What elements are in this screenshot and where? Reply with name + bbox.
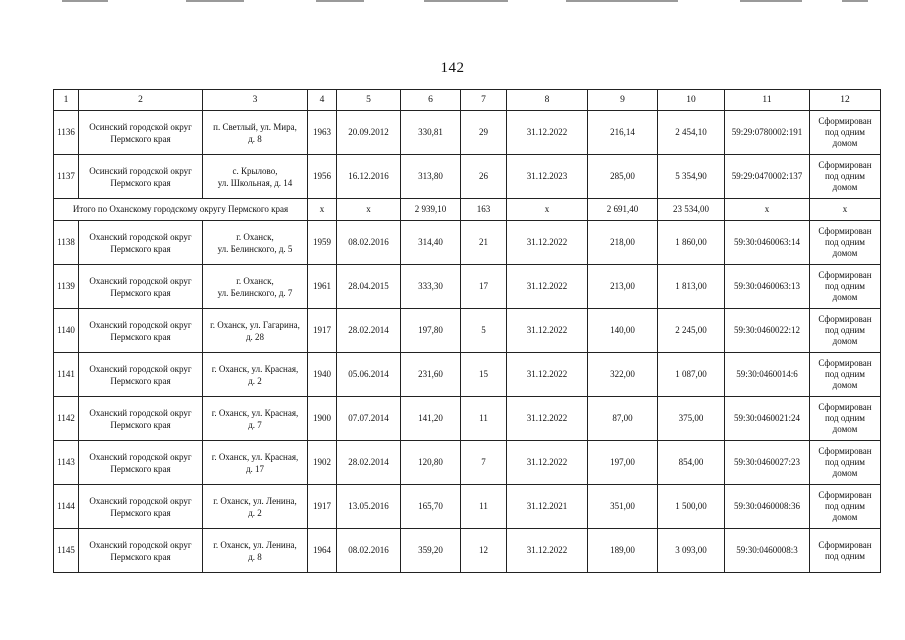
formation-cell-line: домом (832, 512, 858, 522)
value-cell: 1 500,00 (658, 485, 725, 529)
area-cell: 197,80 (401, 309, 461, 353)
formation-cell-line: Сформирован (818, 226, 872, 236)
total-c10-cell: 23 534,00 (658, 199, 725, 221)
value-cell: 197,00 (588, 441, 658, 485)
year-cell: 1917 (308, 485, 337, 529)
count-cell: 17 (461, 265, 507, 309)
housing-registry-table (53, 89, 881, 573)
municipality-cell-line: Оханский городской округ (89, 363, 192, 374)
formation-cell (810, 265, 881, 309)
table-row (54, 529, 881, 573)
area-cell: 231,60 (401, 353, 461, 397)
deadline-cell: 31.12.2022 (507, 111, 588, 155)
address-cell (203, 441, 308, 485)
address-cell-line: г. Оханск, ул. Ленина, (213, 495, 297, 506)
municipality-cell (79, 155, 203, 199)
formation-cell-line: Сформирован (818, 270, 872, 280)
municipality-cell-line: Пермского края (110, 507, 171, 518)
formation-cell (810, 353, 881, 397)
address-cell-line: д. 2 (248, 375, 262, 386)
date-cell: 28.04.2015 (337, 265, 401, 309)
cadastral-number-cell: 59:30:0460027:23 (725, 441, 810, 485)
count-cell: 5 (461, 309, 507, 353)
deadline-cell: 31.12.2022 (507, 397, 588, 441)
address-cell-line: ул. Белинского, д. 5 (217, 243, 293, 254)
table-row (54, 309, 881, 353)
column-header: 9 (588, 90, 658, 111)
formation-cell-line: Сформирован (818, 490, 872, 500)
formation-cell-line: под одним (824, 369, 866, 379)
total-label: Итого по Оханскому городскому округу Пермского края (54, 199, 308, 221)
table-row (54, 265, 881, 309)
formation-cell-line: домом (832, 424, 858, 434)
municipality-cell-line: Осинский городской округ (89, 121, 192, 132)
column-header: 1 (54, 90, 79, 111)
municipality-cell-line: Оханский городской округ (89, 539, 192, 550)
cadastral-number-cell: 59:29:0470002:137 (725, 155, 810, 199)
formation-cell-line: под одним (824, 550, 866, 561)
area-cell: 314,40 (401, 221, 461, 265)
municipality-cell-line: Оханский городской округ (89, 319, 192, 330)
formation-cell (810, 221, 881, 265)
formation-cell-line: домом (832, 292, 858, 302)
year-cell: 1902 (308, 441, 337, 485)
municipality-cell-line: Пермского края (110, 177, 171, 188)
date-cell: 28.02.2014 (337, 309, 401, 353)
row-number: 1138 (54, 221, 79, 265)
table-row (54, 111, 881, 155)
address-cell-line: г. Оханск, (236, 275, 274, 286)
column-header: 8 (507, 90, 588, 111)
address-cell (203, 397, 308, 441)
header-row (54, 90, 881, 111)
formation-cell-line: домом (832, 468, 858, 478)
page-number: 142 (440, 60, 465, 76)
column-header: 12 (810, 90, 881, 111)
value-cell: 1 860,00 (658, 221, 725, 265)
municipality-cell (79, 397, 203, 441)
address-cell (203, 265, 308, 309)
address-cell-line: д. 7 (248, 419, 262, 430)
municipality-cell-line: Пермского края (110, 133, 171, 144)
value-cell: 322,00 (588, 353, 658, 397)
municipality-cell-line: Пермского края (110, 243, 171, 254)
total-c9-cell: 2 691,40 (588, 199, 658, 221)
formation-cell-line: домом (832, 380, 858, 390)
address-cell (203, 485, 308, 529)
address-cell-line: г. Оханск, ул. Гагарина, (210, 319, 300, 330)
formation-cell-line: под одним (824, 457, 866, 467)
formation-cell-line: под одним (824, 413, 866, 423)
value-cell: 2 454,10 (658, 111, 725, 155)
deadline-cell: 31.12.2022 (507, 309, 588, 353)
municipality-cell-line: Пермского края (110, 331, 171, 342)
cadastral-number-cell: 59:29:0780002:191 (725, 111, 810, 155)
municipality-cell (79, 221, 203, 265)
deadline-cell: 31.12.2022 (507, 441, 588, 485)
table-row (54, 353, 881, 397)
date-cell: 20.09.2012 (337, 111, 401, 155)
value-cell: 140,00 (588, 309, 658, 353)
year-cell: 1959 (308, 221, 337, 265)
formation-cell-line: Сформирован (818, 402, 872, 412)
total-area-cell: 2 939,10 (401, 199, 461, 221)
area-cell: 333,30 (401, 265, 461, 309)
scan-top-edge (0, 0, 905, 3)
municipality-cell-line: Оханский городской округ (89, 451, 192, 462)
area-cell: 330,81 (401, 111, 461, 155)
column-header: 6 (401, 90, 461, 111)
value-cell: 216,14 (588, 111, 658, 155)
year-cell: 1964 (308, 529, 337, 573)
year-cell: 1900 (308, 397, 337, 441)
count-cell: 11 (461, 397, 507, 441)
cadastral-number-cell: 59:30:0460014:6 (725, 353, 810, 397)
formation-cell (810, 485, 881, 529)
address-cell-line: д. 8 (248, 133, 262, 144)
address-cell-line: д. 8 (248, 551, 262, 562)
total-count-cell: 163 (461, 199, 507, 221)
cadastral-number-cell: 59:30:0460008:36 (725, 485, 810, 529)
count-cell: 15 (461, 353, 507, 397)
address-cell-line: г. Оханск, ул. Красная, (211, 407, 299, 418)
cadastral-number-cell: 59:30:0460063:14 (725, 221, 810, 265)
total-cadastral-cell: x (725, 199, 810, 221)
row-number: 1142 (54, 397, 79, 441)
row-number: 1141 (54, 353, 79, 397)
table-row (54, 397, 881, 441)
row-number: 1136 (54, 111, 79, 155)
address-cell-line: г. Оханск, ул. Красная, (211, 363, 299, 374)
municipality-cell-line: Оханский городской округ (89, 495, 192, 506)
address-cell-line: д. 2 (248, 507, 262, 518)
municipality-cell (79, 485, 203, 529)
formation-cell (810, 155, 881, 199)
formation-cell-line: домом (832, 182, 858, 192)
column-header: 4 (308, 90, 337, 111)
area-cell: 359,20 (401, 529, 461, 573)
formation-cell-line: под одним (824, 127, 866, 137)
column-header: 5 (337, 90, 401, 111)
date-cell: 07.07.2014 (337, 397, 401, 441)
address-cell (203, 309, 308, 353)
address-cell-line: г. Оханск, (236, 231, 274, 242)
column-header: 2 (79, 90, 203, 111)
address-cell-line: с. Крылово, (232, 165, 278, 176)
formation-cell (810, 309, 881, 353)
deadline-cell: 31.12.2022 (507, 221, 588, 265)
formation-cell-line: Сформирован (818, 160, 872, 170)
row-number: 1137 (54, 155, 79, 199)
formation-cell (810, 111, 881, 155)
municipality-cell (79, 265, 203, 309)
year-cell: 1940 (308, 353, 337, 397)
value-cell: 3 093,00 (658, 529, 725, 573)
count-cell: 7 (461, 441, 507, 485)
total-date-cell: x (337, 199, 401, 221)
municipality-cell-line: Пермского края (110, 463, 171, 474)
value-cell: 1 813,00 (658, 265, 725, 309)
table-body (54, 90, 881, 573)
address-cell-line: п. Светлый, ул. Мира, (213, 121, 297, 132)
cadastral-number-cell: 59:30:0460063:13 (725, 265, 810, 309)
count-cell: 11 (461, 485, 507, 529)
date-cell: 28.02.2014 (337, 441, 401, 485)
municipality-cell-line: Пермского края (110, 287, 171, 298)
row-number: 1143 (54, 441, 79, 485)
count-cell: 21 (461, 221, 507, 265)
address-cell-line: г. Оханск, ул. Красная, (211, 451, 299, 462)
year-cell: 1917 (308, 309, 337, 353)
area-cell: 313,80 (401, 155, 461, 199)
value-cell: 375,00 (658, 397, 725, 441)
municipality-cell-line: Оханский городской округ (89, 407, 192, 418)
value-cell: 5 354,90 (658, 155, 725, 199)
year-cell: 1963 (308, 111, 337, 155)
value-cell: 218,00 (588, 221, 658, 265)
value-cell: 351,00 (588, 485, 658, 529)
municipality-cell-line: Оханский городской округ (89, 231, 192, 242)
municipality-cell-line: Пермского края (110, 551, 171, 562)
formation-cell-line: Сформирован (818, 358, 872, 368)
address-cell (203, 155, 308, 199)
area-cell: 120,80 (401, 441, 461, 485)
formation-cell-line: домом (832, 248, 858, 258)
address-cell (203, 529, 308, 573)
date-cell: 08.02.2016 (337, 529, 401, 573)
count-cell: 12 (461, 529, 507, 573)
municipality-cell-line: Осинский городской округ (89, 165, 192, 176)
year-cell: 1956 (308, 155, 337, 199)
value-cell: 285,00 (588, 155, 658, 199)
address-cell-line: ул. Школьная, д. 14 (217, 177, 293, 188)
deadline-cell: 31.12.2022 (507, 529, 588, 573)
column-header: 11 (725, 90, 810, 111)
year-cell: 1961 (308, 265, 337, 309)
formation-cell-line: Сформирован (818, 539, 872, 550)
deadline-cell: 31.12.2022 (507, 353, 588, 397)
formation-cell-line: под одним (824, 281, 866, 291)
column-header: 7 (461, 90, 507, 111)
value-cell: 2 245,00 (658, 309, 725, 353)
formation-cell (810, 397, 881, 441)
total-formation-cell: x (810, 199, 881, 221)
formation-cell-line: Сформирован (818, 314, 872, 324)
date-cell: 13.05.2016 (337, 485, 401, 529)
formation-cell-line: домом (832, 138, 858, 148)
municipality-cell (79, 529, 203, 573)
municipality-cell (79, 353, 203, 397)
row-number: 1145 (54, 529, 79, 573)
municipality-cell-line: Пермского края (110, 419, 171, 430)
municipality-cell (79, 441, 203, 485)
value-cell: 854,00 (658, 441, 725, 485)
total-row (54, 199, 881, 221)
cadastral-number-cell: 59:30:0460008:3 (725, 529, 810, 573)
total-year-cell: x (308, 199, 337, 221)
municipality-cell-line: Оханский городской округ (89, 275, 192, 286)
formation-cell-line: под одним (824, 325, 866, 335)
formation-cell-line: под одним (824, 237, 866, 247)
total-deadline-cell: x (507, 199, 588, 221)
formation-cell-line: Сформирован (818, 446, 872, 456)
address-cell (203, 221, 308, 265)
formation-cell-line: Сформирован (818, 116, 872, 126)
table-row (54, 441, 881, 485)
date-cell: 08.02.2016 (337, 221, 401, 265)
column-header: 3 (203, 90, 308, 111)
address-cell-line: д. 17 (245, 463, 265, 474)
municipality-cell (79, 111, 203, 155)
address-cell-line: д. 28 (245, 331, 265, 342)
count-cell: 26 (461, 155, 507, 199)
row-number: 1144 (54, 485, 79, 529)
deadline-cell: 31.12.2023 (507, 155, 588, 199)
area-cell: 165,70 (401, 485, 461, 529)
date-cell: 16.12.2016 (337, 155, 401, 199)
table-row (54, 155, 881, 199)
address-cell-line: ул. Белинского, д. 7 (217, 287, 293, 298)
table-row (54, 221, 881, 265)
value-cell: 1 087,00 (658, 353, 725, 397)
date-cell: 05.06.2014 (337, 353, 401, 397)
deadline-cell: 31.12.2021 (507, 485, 588, 529)
deadline-cell: 31.12.2022 (507, 265, 588, 309)
formation-cell (810, 529, 881, 573)
formation-cell (810, 441, 881, 485)
value-cell: 189,00 (588, 529, 658, 573)
formation-cell-line: под одним (824, 501, 866, 511)
cadastral-number-cell: 59:30:0460021:24 (725, 397, 810, 441)
row-number: 1140 (54, 309, 79, 353)
address-cell-line: г. Оханск, ул. Ленина, (213, 539, 297, 550)
municipality-cell (79, 309, 203, 353)
value-cell: 213,00 (588, 265, 658, 309)
table-row (54, 485, 881, 529)
municipality-cell-line: Пермского края (110, 375, 171, 386)
formation-cell-line: домом (832, 336, 858, 346)
cadastral-number-cell: 59:30:0460022:12 (725, 309, 810, 353)
row-number: 1139 (54, 265, 79, 309)
area-cell: 141,20 (401, 397, 461, 441)
count-cell: 29 (461, 111, 507, 155)
formation-cell-line: под одним (824, 171, 866, 181)
address-cell (203, 353, 308, 397)
value-cell: 87,00 (588, 397, 658, 441)
address-cell (203, 111, 308, 155)
column-header: 10 (658, 90, 725, 111)
